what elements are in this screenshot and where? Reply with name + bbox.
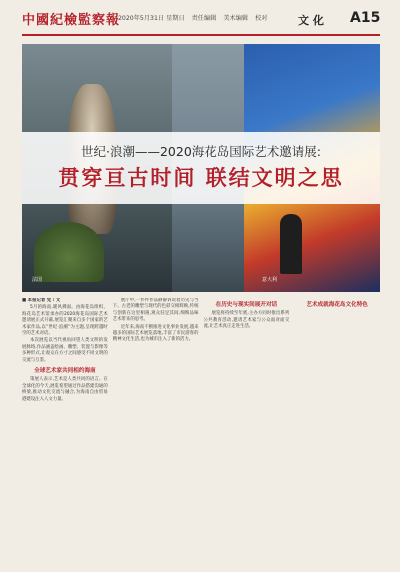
page-number: A15 bbox=[350, 10, 381, 26]
paragraph: 展厅中,一件件作品静静诉说着历史与当下。古老的雕塑与现代的色彩交相辉映,传统与创新在这里相遇,观众驻足其间,细细品味艺术带来的思考。 bbox=[112, 298, 199, 323]
paragraph: 本次展览以当代视角回望人类文明的发展脉络,作品涵盖绘画、雕塑、装置与影像等多种形式,让观众在方寸之间感受不同文明的交流与互鉴。 bbox=[22, 338, 108, 363]
headline-subtitle: 世纪·浪潮——2020海花岛国际艺术邀请展: bbox=[81, 144, 321, 159]
visitor-figure bbox=[280, 214, 302, 274]
article-column-4 bbox=[294, 298, 380, 564]
section-heading: 全球艺术家共同相约海南 bbox=[34, 368, 96, 375]
issue-date: 2020年5月31日 星期日 bbox=[118, 15, 185, 22]
photo-caption-left: 法国 bbox=[32, 277, 43, 283]
photo-caption-right: 意大利 bbox=[262, 277, 278, 283]
paragraph: 展览将持续至年底,主办方同时推出系列公共教育活动,邀请艺术家与公众面对面交流,让艺术真正走进生活。 bbox=[203, 311, 290, 330]
article-column-3 bbox=[204, 298, 290, 564]
article-column-1 bbox=[22, 298, 108, 564]
article-column-2 bbox=[113, 298, 199, 564]
newspaper-logo: 中國紀檢監察報 bbox=[22, 13, 121, 28]
hero-photo bbox=[22, 44, 380, 292]
section-heading: 艺术成就海花岛文化特色 bbox=[306, 302, 368, 308]
proof-label: 校对 bbox=[255, 15, 268, 22]
plant bbox=[34, 222, 104, 282]
paragraph: 近年来,海南不断推进文化事业发展,越来越多的国际艺术展览落地,丰富了市民游客的精神文化生活,也为城市注入了新的活力。 bbox=[112, 324, 199, 343]
paragraph: 5月的海南,暖风拂面。由海花岛组织、海花岛艺术馆承办的2020海花岛国际艺术邀请展正式开幕,展览汇聚来自多个国家的艺术家作品,以“世纪·浪潮”为主题,呈现跨越时空的艺术对话。 bbox=[22, 305, 108, 337]
header-rule bbox=[22, 34, 380, 36]
section-name: 文 化 bbox=[298, 14, 324, 27]
article-body bbox=[22, 298, 380, 564]
designer-label: 美术编辑 bbox=[223, 15, 249, 22]
paragraph: 策展人表示,艺术是人类共同的语言。在全球化的今天,展览希望通过作品搭建沟通的桥梁,推动文化交流与融合,为海南自由贸易港建设注入人文力量。 bbox=[22, 377, 108, 402]
issue-meta bbox=[118, 13, 272, 22]
editor-label: 责任编辑 bbox=[191, 15, 217, 22]
byline: ■ 本报记者 党 / 文 bbox=[22, 298, 61, 303]
section-heading: 在历史与现实间展开对话 bbox=[215, 302, 278, 308]
headline-title: 贯穿亘古时间 联结文明之思 bbox=[58, 165, 344, 190]
